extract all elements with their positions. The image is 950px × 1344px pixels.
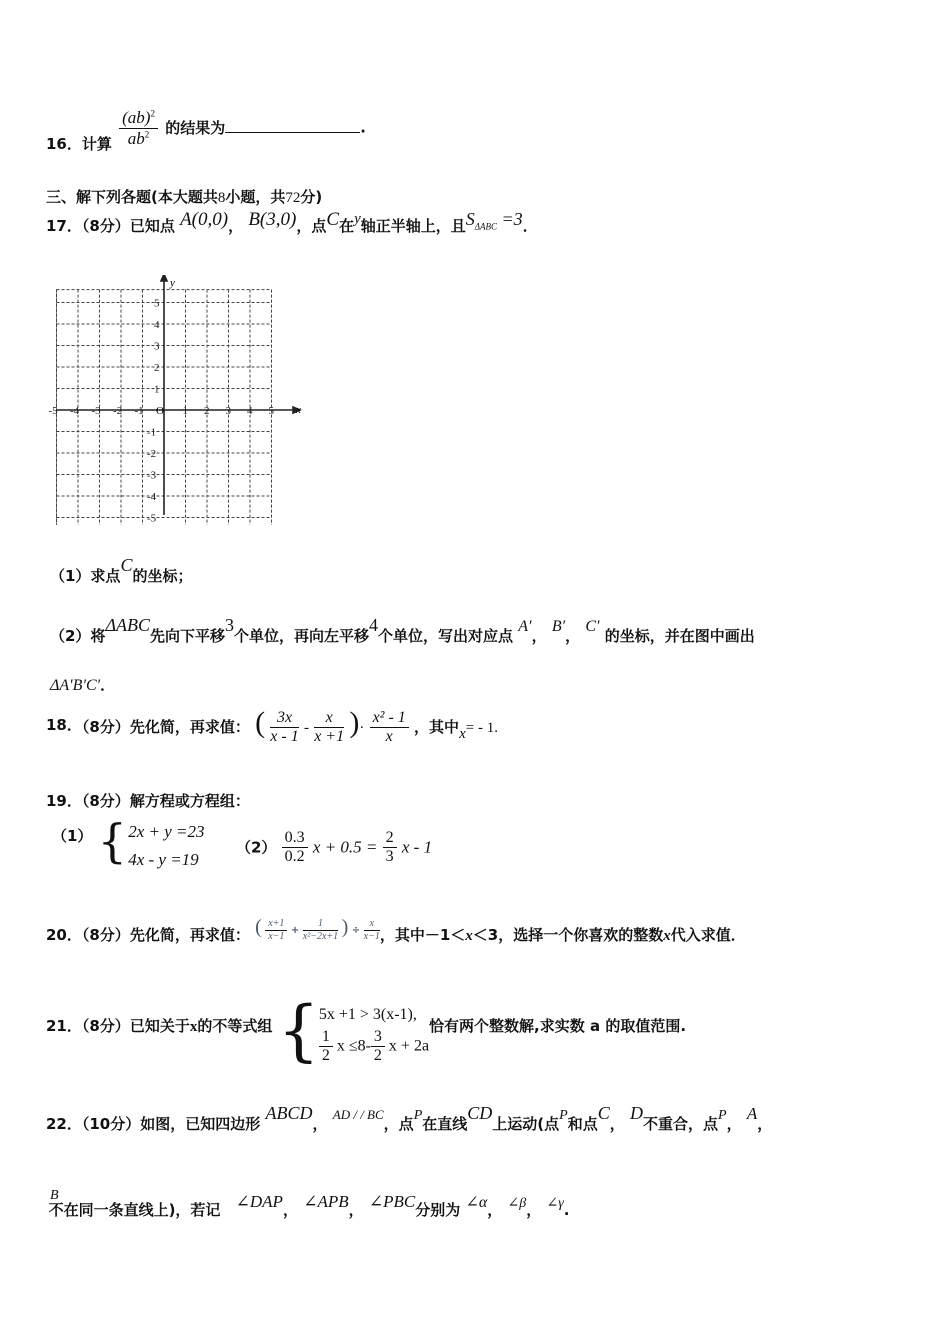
- q16-number: 16．: [46, 134, 82, 153]
- q19-part2: （2） $\frac{0.3}{0.2}$ x + 0.5 = $\frac{2}{3}$ x - 1: [236, 829, 433, 866]
- q17-area: $S_{\Delta ABC} =3$: [465, 209, 523, 232]
- q22-line1: 22．（10分）如图，已知四边形 ABCD， AD / / BC，点P在直线CD上运动(点P和点C， D不重合，点P， A，: [46, 1103, 773, 1133]
- y-tick-label: 5: [154, 297, 160, 310]
- q19-part1: （1） { 2x + y =23 4x - y =19: [52, 818, 204, 874]
- q18-line: 18．（8分）先化简，再求值： ( $\frac{3x}{x - 1}$ - $\frac{x}{x +1}$ )· $\frac{\text{x² - 1}}{x}$ ，其中x= - 1.: [46, 706, 498, 745]
- y-tick-label: 1: [154, 383, 160, 396]
- q20-line: 20．（8分）先化简，再求值： ( $\frac{x+1}{x-1}$ + $\frac{1}{\text{x²−2x+1}}$ ) ÷ $\frac{x}{x-1}$ ，其中－1＜x＜3，选择一个你喜欢的整数x代入求值．: [46, 916, 746, 944]
- y-axis-arrow: [161, 275, 167, 281]
- q17-point-a: A(0,0): [180, 209, 229, 230]
- q16-text-before: 计算: [81, 134, 112, 153]
- q21-ineq1: 5x +1 > 3(x-1),: [318, 1006, 417, 1023]
- y-tick-label: -5: [147, 512, 157, 525]
- x-tick-label: 2: [204, 405, 210, 417]
- y-tick-label: 4: [154, 319, 160, 331]
- q22-line2: B不在同一条直线上)，若记 ∠DAP， ∠APB， ∠PBC分别为 ∠α， ∠β， ∠γ.: [48, 1188, 570, 1219]
- x-tick-label: 1: [182, 405, 188, 417]
- q16-fraction: $\frac{(ab)^2}{ab^2}$: [119, 108, 158, 148]
- x-tick-label: -1: [134, 405, 144, 417]
- coordinate-grid: [48, 275, 308, 525]
- x-tick-label: 3: [225, 405, 231, 417]
- q16-answer-blank[interactable]: [225, 118, 360, 133]
- q21-ineq2: $\frac{1}{2}$ x ≤8- $\frac{3}{2}$ x + 2a: [319, 1028, 429, 1066]
- y-tick-label: -4: [147, 491, 157, 503]
- q21-line: 21．（8分）已知关于x的不等式组 { 5x +1 > 3(x-1), $\frac{1}{2}$ x ≤8- $\frac{3}{2}$ x + 2a 恰有两个整数解,求实数 a 的取值范围.: [46, 992, 687, 1069]
- q19-frac1: $\frac{0.3}{0.2}$: [282, 829, 308, 867]
- q19-frac2: $\frac{2}{3}$: [383, 829, 397, 867]
- y-tick-label: 2: [154, 362, 160, 374]
- q19-eq2: 4x - y =19: [128, 850, 199, 869]
- q17-point-b: B(3,0): [248, 209, 297, 230]
- x-tick-label: -5: [48, 405, 58, 417]
- x-tick-label: -3: [91, 405, 101, 417]
- q18-frac3: $\frac{\text{x² - 1}}{x}$: [370, 709, 409, 747]
- q16-text-after: 的结果为: [165, 118, 226, 137]
- x-tick-label: 5: [268, 405, 274, 417]
- q16-line: 16．计算 $\frac{(ab)^2}{ab^2}$ 的结果为 .: [46, 108, 366, 153]
- x-axis-label: x: [296, 404, 301, 416]
- q19-line: 19．（8分）解方程或方程组：: [46, 792, 250, 810]
- y-tick-label: -1: [147, 426, 157, 439]
- q17-part2-cont: ΔA′B′C′．: [50, 676, 116, 694]
- y-tick-label: -3: [147, 469, 157, 482]
- q18-frac1: $\frac{3x}{x - 1}$: [270, 708, 299, 745]
- q18-frac2: $\frac{x}{x +1}$: [314, 708, 345, 745]
- q19-eq1: 2x + y =23: [128, 822, 205, 841]
- x-tick-label: -4: [70, 405, 80, 417]
- y-tick-label: 3: [154, 340, 160, 353]
- x-tick-label: -2: [113, 405, 123, 417]
- q17-line: 17．（8分）已知点 A(0,0)， B(3,0)，点C在y轴正半轴上，且$S_{\Delta ABC} =3$．: [46, 209, 538, 235]
- y-axis-label: y: [170, 277, 175, 289]
- origin-label: O: [156, 405, 164, 417]
- q20-expression: ( $\frac{x+1}{x-1}$ + $\frac{1}{\text{x²−2x+1}}$ ) ÷ $\frac{x}{x-1}$: [255, 916, 380, 942]
- x-tick-label: 4: [247, 405, 253, 417]
- q17-part1: （1）求点C的坐标；: [50, 555, 193, 585]
- section3-title: 三、解下列各题(本大题共8小题，共72分): [46, 188, 323, 206]
- y-tick-label: -2: [147, 448, 157, 460]
- q17-part2: （2）将ΔABC先向下平移3个单位，再向左平移4个单位，写出对应点 A′， B′， C′ 的坐标，并在图中画出: [50, 615, 755, 645]
